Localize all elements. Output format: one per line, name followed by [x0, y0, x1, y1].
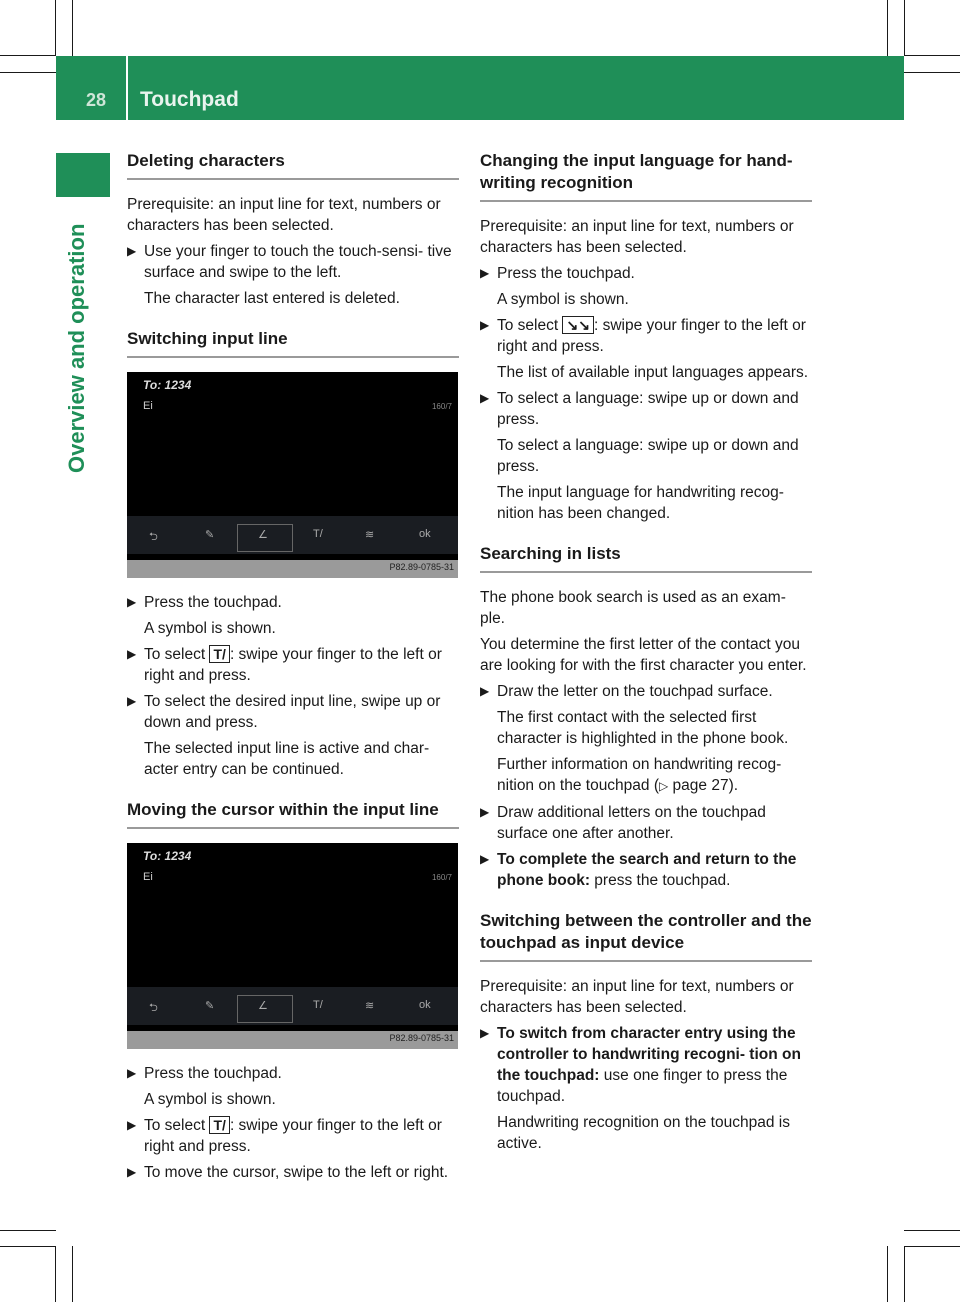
screen-image [127, 843, 458, 1049]
section-title: Searching in lists [480, 543, 812, 573]
crop-mark [0, 1246, 56, 1247]
arrow-icon: ▶ [480, 852, 490, 866]
step: ▶ Press the touchpad. [480, 265, 635, 282]
back-icon: ⮌ [149, 531, 158, 543]
arrow-icon: ▶ [480, 684, 490, 698]
crop-mark [0, 1230, 56, 1231]
arrow-icon: ▶ [480, 1026, 490, 1040]
crop-mark [72, 0, 73, 56]
handwriting-icon: ✎ [205, 1000, 215, 1012]
step-result: The character last entered is deleted. [144, 290, 400, 307]
right-column [480, 150, 812, 1159]
input-line-icon: T/ [313, 999, 323, 1011]
paragraph: Prerequisite: an input line for text, numbers or characters has been selected. [480, 218, 794, 256]
arrow-icon: ▶ [127, 694, 137, 708]
step: ▶ Press the touchpad. [127, 594, 282, 611]
arrow-icon: ▶ [127, 244, 137, 258]
step-result: Handwriting recognition on the touchpad is active. [497, 1114, 790, 1152]
handwriting-icon: ✎ [205, 529, 215, 541]
paragraph: The phone book search is used as an exam- ple. [480, 589, 786, 627]
language-icon: ≋ [365, 1000, 375, 1012]
crop-mark [55, 1246, 56, 1302]
page-title: Touchpad [140, 88, 239, 111]
step: ▶ To select T/ : swipe your finger to the left or right and press. [127, 1117, 442, 1155]
arrow-icon: ▶ [480, 318, 490, 332]
arrow-icon: ▶ [480, 266, 490, 280]
arrow-icon: ▶ [480, 805, 490, 819]
step-result: The selected input line is active and char- acter entry can be continued. [144, 740, 430, 778]
paragraph: Prerequisite: an input line for text, numbers or characters has been selected. [127, 196, 441, 234]
section-title: Deleting characters [127, 150, 459, 180]
step: ▶ To switch from character entry using the controller to handwriting recogni- tion on the touchpad: use one finger to press the touchpad. [480, 1025, 801, 1105]
crop-mark [904, 1246, 905, 1302]
step: ▶ Draw the letter on the touchpad surface. [480, 683, 773, 700]
step [127, 241, 459, 283]
paragraph: Prerequisite: an input line for text, numbers or characters has been selected. [480, 978, 794, 1016]
image-code: P82.89-0785-31 [389, 1033, 454, 1043]
ok-icon: ok [419, 528, 431, 540]
cursor-icon: ∠ [258, 529, 268, 541]
paragraph: You determine the first letter of the contact you are looking for with the first character you enter. [480, 636, 807, 674]
header-divider [126, 56, 128, 120]
crop-mark [904, 72, 960, 73]
arrow-icon: ▶ [127, 595, 137, 609]
input-line-icon: T/ [209, 645, 229, 663]
screen-input-line: Ei [143, 400, 153, 412]
back-icon: ⮌ [149, 1002, 158, 1014]
side-tab-marker [56, 153, 110, 197]
arrow-icon: ▶ [480, 391, 490, 405]
screen-menu-bar [127, 516, 458, 554]
left-column [127, 150, 459, 1188]
step-result: A symbol is shown. [144, 620, 276, 637]
image-code: P82.89-0785-31 [389, 562, 454, 572]
screen-menu-bar [127, 987, 458, 1025]
language-icon: ≋ [365, 529, 375, 541]
crop-mark [904, 1230, 960, 1231]
step: ▶ To select the desired input line, swipe up or down and press. [127, 693, 441, 731]
screen-to-field: To: 1234 [143, 378, 192, 392]
crop-mark [904, 1246, 960, 1247]
step-result: The list of available input languages appears. [497, 364, 809, 381]
section-title: Switching between the controller and the touchpad as input device [480, 910, 812, 962]
language-icon: ↘↘ [562, 316, 593, 334]
arrow-icon: ▶ [127, 1165, 137, 1179]
crop-mark [0, 55, 56, 56]
crop-mark [904, 55, 960, 56]
step: ▶ To complete the search and return to the phone book: press the touchpad. [480, 851, 797, 889]
step: ▶ Press the touchpad. [127, 1065, 282, 1082]
step-result: Further information on handwriting recog- nition on the touchpad (▷ page 27). [497, 756, 782, 794]
step: ▶ To select a language: swipe up or down and press. [480, 390, 799, 428]
input-line-icon: T/ [313, 528, 323, 540]
arrow-icon: ▶ [127, 1066, 137, 1080]
crop-mark [0, 72, 56, 73]
step-text: Use your finger to touch the touch-sensi- tive surface and swipe to the left. [144, 243, 452, 281]
screen-to-field: To: 1234 [143, 849, 192, 863]
step-result: A symbol is shown. [144, 1091, 276, 1108]
input-line-icon: T/ [209, 1116, 229, 1134]
step: ▶ To move the cursor, swipe to the left or right. [127, 1164, 449, 1181]
section-title: Moving the cursor within the input line [127, 799, 459, 829]
side-tab-label: Overview and operation [64, 223, 89, 473]
step: ▶ To select ↘↘ : swipe your finger to the left or right and press. [480, 317, 806, 355]
screen-input-line: Ei [143, 871, 153, 883]
screen-image [127, 372, 458, 578]
arrow-icon: ▶ [127, 1118, 137, 1132]
step-result: The input language for handwriting recog- nition has been changed. [497, 484, 784, 522]
step-result: A symbol is shown. [497, 291, 629, 308]
crop-mark [904, 0, 905, 56]
screen-counter: 160/7 [431, 873, 452, 882]
section-title: Switching input line [127, 328, 459, 358]
cursor-icon: ∠ [258, 1000, 268, 1012]
crop-mark [55, 0, 56, 56]
arrow-icon: ▶ [127, 647, 137, 661]
step-result: To select a language: swipe up or down and press. [497, 437, 799, 475]
page-number: 28 [86, 90, 107, 110]
ok-icon: ok [419, 999, 431, 1011]
step-result: The first contact with the selected first character is highlighted in the phone book. [497, 709, 789, 747]
page-header [56, 56, 904, 120]
section-title: Changing the input language for hand- writing recognition [480, 150, 812, 202]
crop-mark [887, 0, 888, 56]
page-reference-icon: ▷ [659, 779, 669, 793]
crop-mark [72, 1246, 73, 1302]
step: ▶ Draw additional letters on the touchpad surface one after another. [480, 804, 766, 842]
crop-mark [887, 1246, 888, 1302]
page-reference-link[interactable]: page 27). [668, 777, 739, 794]
screen-counter: 160/7 [431, 402, 452, 411]
step: ▶ To select T/ : swipe your finger to the left or right and press. [127, 646, 442, 684]
